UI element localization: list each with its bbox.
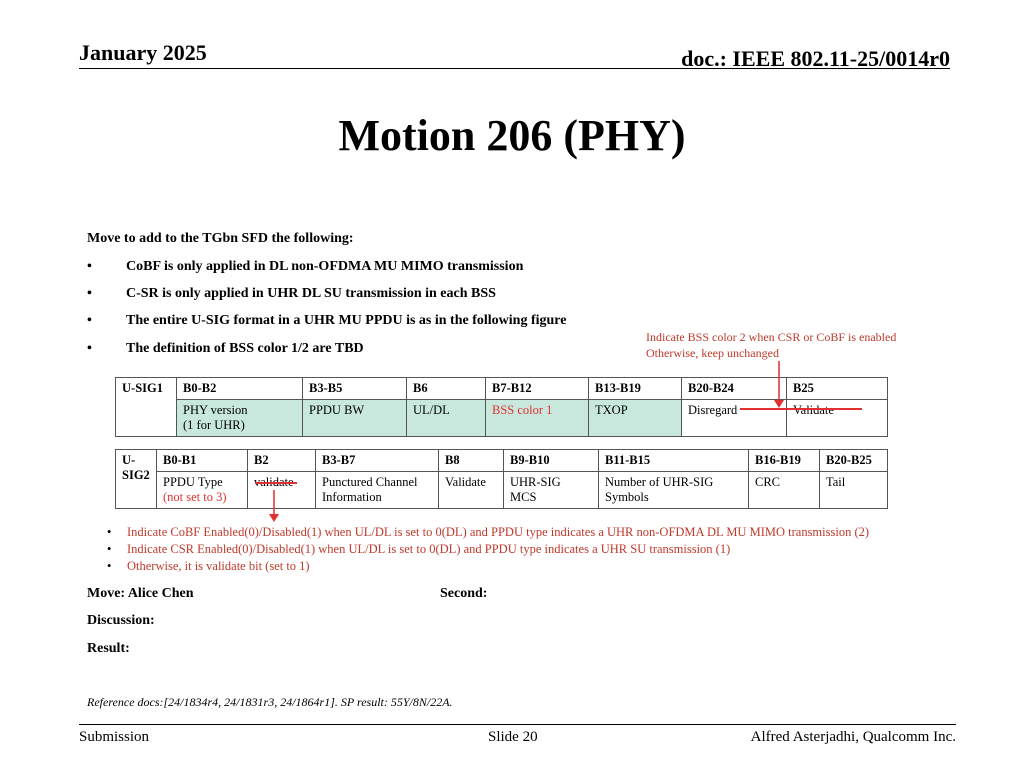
usig2-field-b8: B8 <box>439 450 504 472</box>
note-bullet-icon: • <box>107 542 112 556</box>
usig1-table <box>115 377 888 437</box>
footer-author: Alfred Asterjadhi, Qualcomm Inc. <box>750 729 956 745</box>
bullet-item: C-SR is only applied in UHR DL SU transmission in each BSS <box>126 286 496 301</box>
usig1-field-b6: B6 <box>407 378 486 400</box>
bullet-item: The definition of BSS color 1/2 are TBD <box>126 341 364 356</box>
footer-submission: Submission <box>79 729 150 745</box>
usig1-label: U-SIG1 <box>116 378 177 437</box>
usig2-field-b11-b15: B11-B15 <box>599 450 749 472</box>
bullet-marker: • <box>87 286 92 301</box>
usig1-value-ppdu-bw: PPDU BW <box>303 400 407 437</box>
usig2-field-b3-b7: B3-B7 <box>316 450 439 472</box>
usig2-value-num-symbols: Number of UHR-SIG Symbols <box>599 472 749 509</box>
annotation-line-2: Otherwise, keep unchanged <box>646 346 779 360</box>
usig2-value-ppdu-type: PPDU Type (not set to 3) <box>157 472 248 509</box>
usig1-value-txop: TXOP <box>589 400 682 437</box>
usig2-value-validate-b2: validate <box>248 472 316 509</box>
bullet-marker: • <box>87 259 92 274</box>
bullet-marker: • <box>87 341 92 356</box>
note-item: • Indicate CSR Enabled(0)/Disabled(1) when UL/DL is set to 0(DL) and PPDU type indicates a UHR SU transmission (1) <box>107 542 731 556</box>
usig1-value-validate: Validate <box>787 400 888 437</box>
usig2-field-b9-b10: B9-B10 <box>504 450 599 472</box>
motion-intro: Move to add to the TGbn SFD the following: <box>87 231 354 246</box>
note-arrow-head <box>269 514 279 522</box>
usig1-field-b20-b24: B20-B24 <box>682 378 787 400</box>
usig2-value-tail: Tail <box>820 472 888 509</box>
usig1-field-b7-b12: B7-B12 <box>486 378 589 400</box>
notes-list <box>107 524 869 575</box>
usig2-value-uhr-sig-mcs: UHR-SIG MCS <box>504 472 599 509</box>
note-item: • Otherwise, it is validate bit (set to 1) <box>107 559 310 573</box>
bullet-item: CoBF is only applied in DL non-OFDMA MU MIMO transmission <box>126 259 524 274</box>
usig2-value-validate-b8: Validate <box>439 472 504 509</box>
note-bullet-icon: • <box>107 559 112 573</box>
move-mover: Move: Alice Chen <box>87 586 194 601</box>
usig2-field-b0-b1: B0-B1 <box>157 450 248 472</box>
usig1-field-b13-b19: B13-B19 <box>589 378 682 400</box>
move-result: Result: <box>87 641 130 656</box>
bullet-item: The entire U-SIG format in a UHR MU PPDU is as in the following figure <box>126 313 567 328</box>
usig1-field-b25: B25 <box>787 378 888 400</box>
reference-docs: Reference docs:[24/1834r4, 24/1831r3, 24/1864r1]. SP result: 55Y/8N/22A. <box>87 695 453 709</box>
note-item: • Indicate CoBF Enabled(0)/Disabled(1) when UL/DL is set to 0(DL) and PPDU type indicates a UHR non-OFDMA DL MU MIMO transmission (2) <box>107 525 870 539</box>
usig1-value-ul-dl: UL/DL <box>407 400 486 437</box>
slide-title: Motion 206 (PHY) <box>338 111 686 160</box>
usig1-field-b0-b2: B0-B2 <box>177 378 303 400</box>
usig2-field-b2: B2 <box>248 450 316 472</box>
header-date: January 2025 <box>79 40 207 65</box>
note-bullet-icon: • <box>107 525 112 539</box>
footer-slide-number: Slide 20 <box>488 729 538 745</box>
usig2-field-b16-b19: B16-B19 <box>749 450 820 472</box>
annotation-line-1: Indicate BSS color 2 when CSR or CoBF is enabled <box>646 330 897 344</box>
usig2-table <box>115 449 888 509</box>
usig2-value-crc: CRC <box>749 472 820 509</box>
usig2-value-punctured-channel: Punctured Channel Information <box>316 472 439 509</box>
move-discussion: Discussion: <box>87 613 155 628</box>
usig2-label: U- SIG2 <box>116 450 157 509</box>
usig1-field-b3-b5: B3-B5 <box>303 378 407 400</box>
header-divider <box>79 68 950 69</box>
bullet-marker: • <box>87 313 92 328</box>
move-second: Second: <box>440 586 488 601</box>
header-doc-id: doc.: IEEE 802.11-25/0014r0 <box>681 46 950 71</box>
usig1-value-bss-color-1: BSS color 1 <box>486 400 589 437</box>
usig2-field-b20-b25: B20-B25 <box>820 450 888 472</box>
usig1-value-disregard: Disregard <box>682 400 787 437</box>
usig1-value-phy-version: PHY version (1 for UHR) <box>177 400 303 437</box>
footer-divider <box>79 724 956 725</box>
